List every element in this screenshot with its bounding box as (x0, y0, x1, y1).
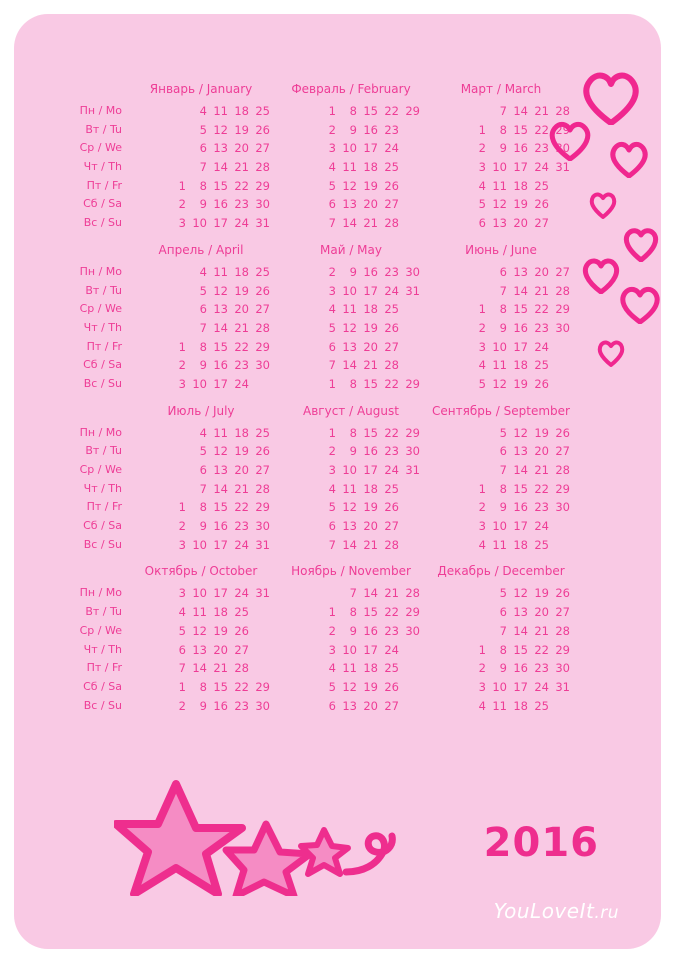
week-row: 4 11 18 25 (199, 264, 270, 279)
week-row: 1 8 15 22 29 (478, 302, 570, 317)
week-row: 5 12 19 26 (328, 178, 399, 193)
day-label: Вт / Tu (85, 605, 122, 619)
week-row: 5 12 19 26 (478, 197, 549, 212)
week-row: 5 12 19 26 (328, 320, 399, 335)
week-row: 2 9 16 23 30 (478, 141, 570, 156)
week-row: 7 14 21 28 (178, 661, 249, 676)
week-row: 6 13 20 27 (328, 698, 399, 713)
week-row: 3 10 17 24 31 (328, 463, 420, 477)
week-row: 5 12 19 26 (328, 500, 399, 515)
week-row: 6 13 20 27 (499, 264, 570, 279)
week-row: 5 12 19 26 (478, 376, 549, 391)
day-label: Вт / Tu (85, 283, 122, 297)
day-labels-column-4 (54, 558, 126, 715)
heart-icon (618, 284, 661, 324)
week-row: 1 8 15 22 29 (328, 605, 420, 620)
month-title: Ноябрь / November (291, 564, 411, 579)
week-row: 3 10 17 24 31 (178, 586, 270, 601)
week-row: 5 12 19 26 (499, 586, 570, 601)
week-row: 6 13 20 27 (328, 519, 399, 534)
heart-icon (547, 119, 593, 161)
month-title: Октябрь / October (144, 564, 258, 579)
month-title: Январь / January (149, 82, 253, 96)
month-title: Декабрь / December (437, 564, 565, 579)
week-row: 1 8 15 22 29 (178, 500, 270, 515)
week-row: 7 14 21 28 (499, 283, 570, 298)
heart-icon (581, 256, 621, 294)
day-label: Вс / Su (83, 216, 122, 230)
week-row: 6 13 20 27 (199, 463, 270, 477)
week-row: 3 10 17 24 31 (478, 160, 570, 175)
week-row: 6 13 20 27 (199, 302, 270, 317)
day-label: Пт / Fr (86, 500, 122, 514)
day-label: Пн / Mo (79, 264, 122, 278)
week-row: 7 14 21 28 (349, 586, 420, 601)
day-label: Пт / Fr (86, 661, 122, 675)
logo-text: YouLoveIt (493, 899, 595, 923)
week-row: 6 13 20 27 (499, 605, 570, 620)
week-row: 3 10 17 24 (478, 339, 549, 354)
week-row: 2 9 16 23 30 (478, 500, 570, 515)
week-row: 1 8 15 22 29 (478, 642, 570, 657)
week-row: 4 11 18 25 (199, 104, 270, 118)
week-row: 6 13 20 27 (328, 339, 399, 354)
week-row: 4 11 18 25 (328, 302, 399, 317)
site-logo (494, 899, 619, 923)
calendar-quarter-1 (54, 76, 574, 233)
week-row: 2 9 16 23 30 (178, 358, 270, 373)
heart-icon (608, 140, 650, 178)
year-label: 2016 (483, 820, 599, 866)
calendar-quarter-2 (54, 237, 574, 394)
week-row: 4 11 18 25 (478, 358, 549, 373)
week-row: 1 8 15 22 29 (178, 178, 270, 193)
day-label: Сб / Sa (83, 358, 122, 372)
month-july (126, 398, 276, 555)
week-row: 2 9 16 23 30 (178, 698, 270, 713)
month-title: Апрель / April (158, 242, 244, 257)
day-label: Пт / Fr (86, 178, 122, 192)
week-row: 6 13 20 27 (499, 444, 570, 459)
day-label: Чт / Th (83, 320, 122, 334)
week-row: 4 11 18 25 (328, 481, 399, 496)
week-row: 3 10 17 24 31 (328, 283, 420, 298)
week-row: 1 8 15 22 29 (328, 425, 420, 440)
day-label: Ср / We (79, 623, 122, 637)
day-label: Чт / Th (83, 481, 122, 495)
month-september (426, 398, 576, 555)
week-row: 7 14 21 28 (499, 623, 570, 638)
week-row: 2 9 16 23 (328, 122, 399, 137)
week-row: 1 8 15 22 29 (178, 679, 270, 694)
day-label: Вс / Su (83, 537, 122, 551)
calendar-grid (54, 76, 574, 719)
week-row: 1 8 15 22 29 (328, 376, 420, 391)
week-row: 3 10 17 24 31 (178, 216, 270, 231)
day-labels-column-1 (54, 76, 126, 233)
calendar-quarter-3 (54, 398, 574, 555)
week-row: 3 10 17 24 (328, 141, 399, 156)
day-labels-column-3 (54, 398, 126, 555)
heart-icon (580, 69, 642, 125)
week-row: 4 11 18 25 (478, 537, 549, 552)
week-row: 5 12 19 26 (328, 679, 399, 694)
month-april (126, 237, 276, 394)
week-row: 2 9 16 23 30 (178, 197, 270, 212)
day-label: Вт / Tu (85, 444, 122, 458)
calendar-quarter-4 (54, 558, 574, 715)
week-row: 5 12 19 26 (199, 122, 270, 137)
day-labels-column-2 (54, 237, 126, 394)
week-row: 5 12 19 26 (499, 425, 570, 440)
day-label: Пт / Fr (86, 339, 122, 353)
week-row: 5 12 19 26 (199, 283, 270, 298)
week-row: 7 14 21 28 (328, 216, 399, 231)
month-title: Июнь / June (465, 242, 537, 257)
week-row: 2 9 16 23 30 (178, 519, 270, 534)
month-november (276, 558, 426, 715)
day-label: Сб / Sa (83, 679, 122, 693)
week-row: 2 9 16 23 30 (328, 264, 420, 279)
week-row: 2 9 16 23 30 (328, 444, 420, 459)
calendar-card (14, 14, 661, 949)
week-row: 6 13 20 27 (328, 197, 399, 212)
week-row: 5 12 19 26 (178, 623, 249, 638)
day-label: Пн / Mo (79, 586, 122, 600)
star-swirl (346, 836, 392, 872)
month-title: Февраль / February (291, 82, 411, 96)
day-label: Сб / Sa (83, 519, 122, 533)
month-title: Август / August (303, 403, 399, 418)
week-row: 6 13 20 27 (199, 141, 270, 156)
week-row: 3 10 17 24 (178, 376, 249, 391)
day-label: Пн / Mo (79, 425, 122, 439)
heart-icon (622, 226, 660, 262)
week-row: 4 11 18 25 (199, 425, 270, 440)
day-label: Сб / Sa (83, 197, 122, 211)
week-row: 7 14 21 28 (199, 160, 270, 175)
heart-icon (596, 339, 626, 367)
week-row: 1 8 15 22 29 (328, 104, 420, 118)
day-label: Вт / Tu (85, 122, 122, 136)
week-row: 2 9 16 23 30 (328, 623, 420, 638)
week-row: 7 14 21 28 (199, 320, 270, 335)
day-label: Вс / Su (83, 376, 122, 390)
week-row: 4 11 18 25 (478, 178, 549, 193)
week-row: 5 12 19 26 (199, 444, 270, 459)
day-label: Пн / Mo (79, 104, 122, 117)
month-december (426, 558, 576, 715)
month-october (126, 558, 276, 715)
week-row: 7 14 21 28 (328, 358, 399, 373)
day-label: Ср / We (79, 302, 122, 316)
month-august (276, 398, 426, 555)
month-title: Март / March (460, 82, 542, 96)
week-row: 3 10 17 24 (478, 519, 549, 534)
stars-decoration (114, 776, 404, 896)
week-row: 2 9 16 23 30 (478, 320, 570, 335)
week-row: 7 14 21 28 (499, 104, 570, 118)
week-row: 6 13 20 27 (178, 642, 249, 657)
week-row: 1 8 15 22 29 (178, 339, 270, 354)
month-february (276, 76, 426, 233)
week-row: 7 14 21 28 (328, 537, 399, 552)
star-large (116, 784, 242, 894)
month-title: Сентябрь / September (432, 403, 570, 418)
week-row: 6 13 20 27 (478, 216, 549, 231)
month-title: Май / May (320, 242, 382, 257)
month-may (276, 237, 426, 394)
day-label: Вс / Su (83, 698, 122, 712)
logo-suffix: .ru (594, 903, 619, 923)
week-row: 1 8 15 22 29 (478, 481, 570, 496)
month-title: Июль / July (167, 403, 235, 418)
week-row: 4 11 18 25 (328, 160, 399, 175)
star-small (301, 830, 348, 874)
day-label: Ср / We (79, 463, 122, 476)
week-row: 4 11 18 25 (328, 661, 399, 676)
month-january (126, 76, 276, 233)
day-label: Ср / We (79, 141, 122, 155)
week-row: 7 14 21 28 (499, 463, 570, 477)
week-row: 3 10 17 24 31 (478, 679, 570, 694)
heart-icon (588, 191, 618, 219)
week-row: 7 14 21 28 (199, 481, 270, 496)
week-row: 3 10 17 24 31 (178, 537, 270, 552)
week-row: 4 11 18 25 (178, 605, 249, 620)
week-row: 2 9 16 23 30 (478, 661, 570, 676)
week-row: 4 11 18 25 (478, 698, 549, 713)
week-row: 1 8 15 22 29 (478, 122, 570, 137)
day-label: Чт / Th (83, 160, 122, 174)
month-june (426, 237, 576, 394)
day-label: Чт / Th (83, 642, 122, 656)
week-row: 3 10 17 24 (328, 642, 399, 657)
